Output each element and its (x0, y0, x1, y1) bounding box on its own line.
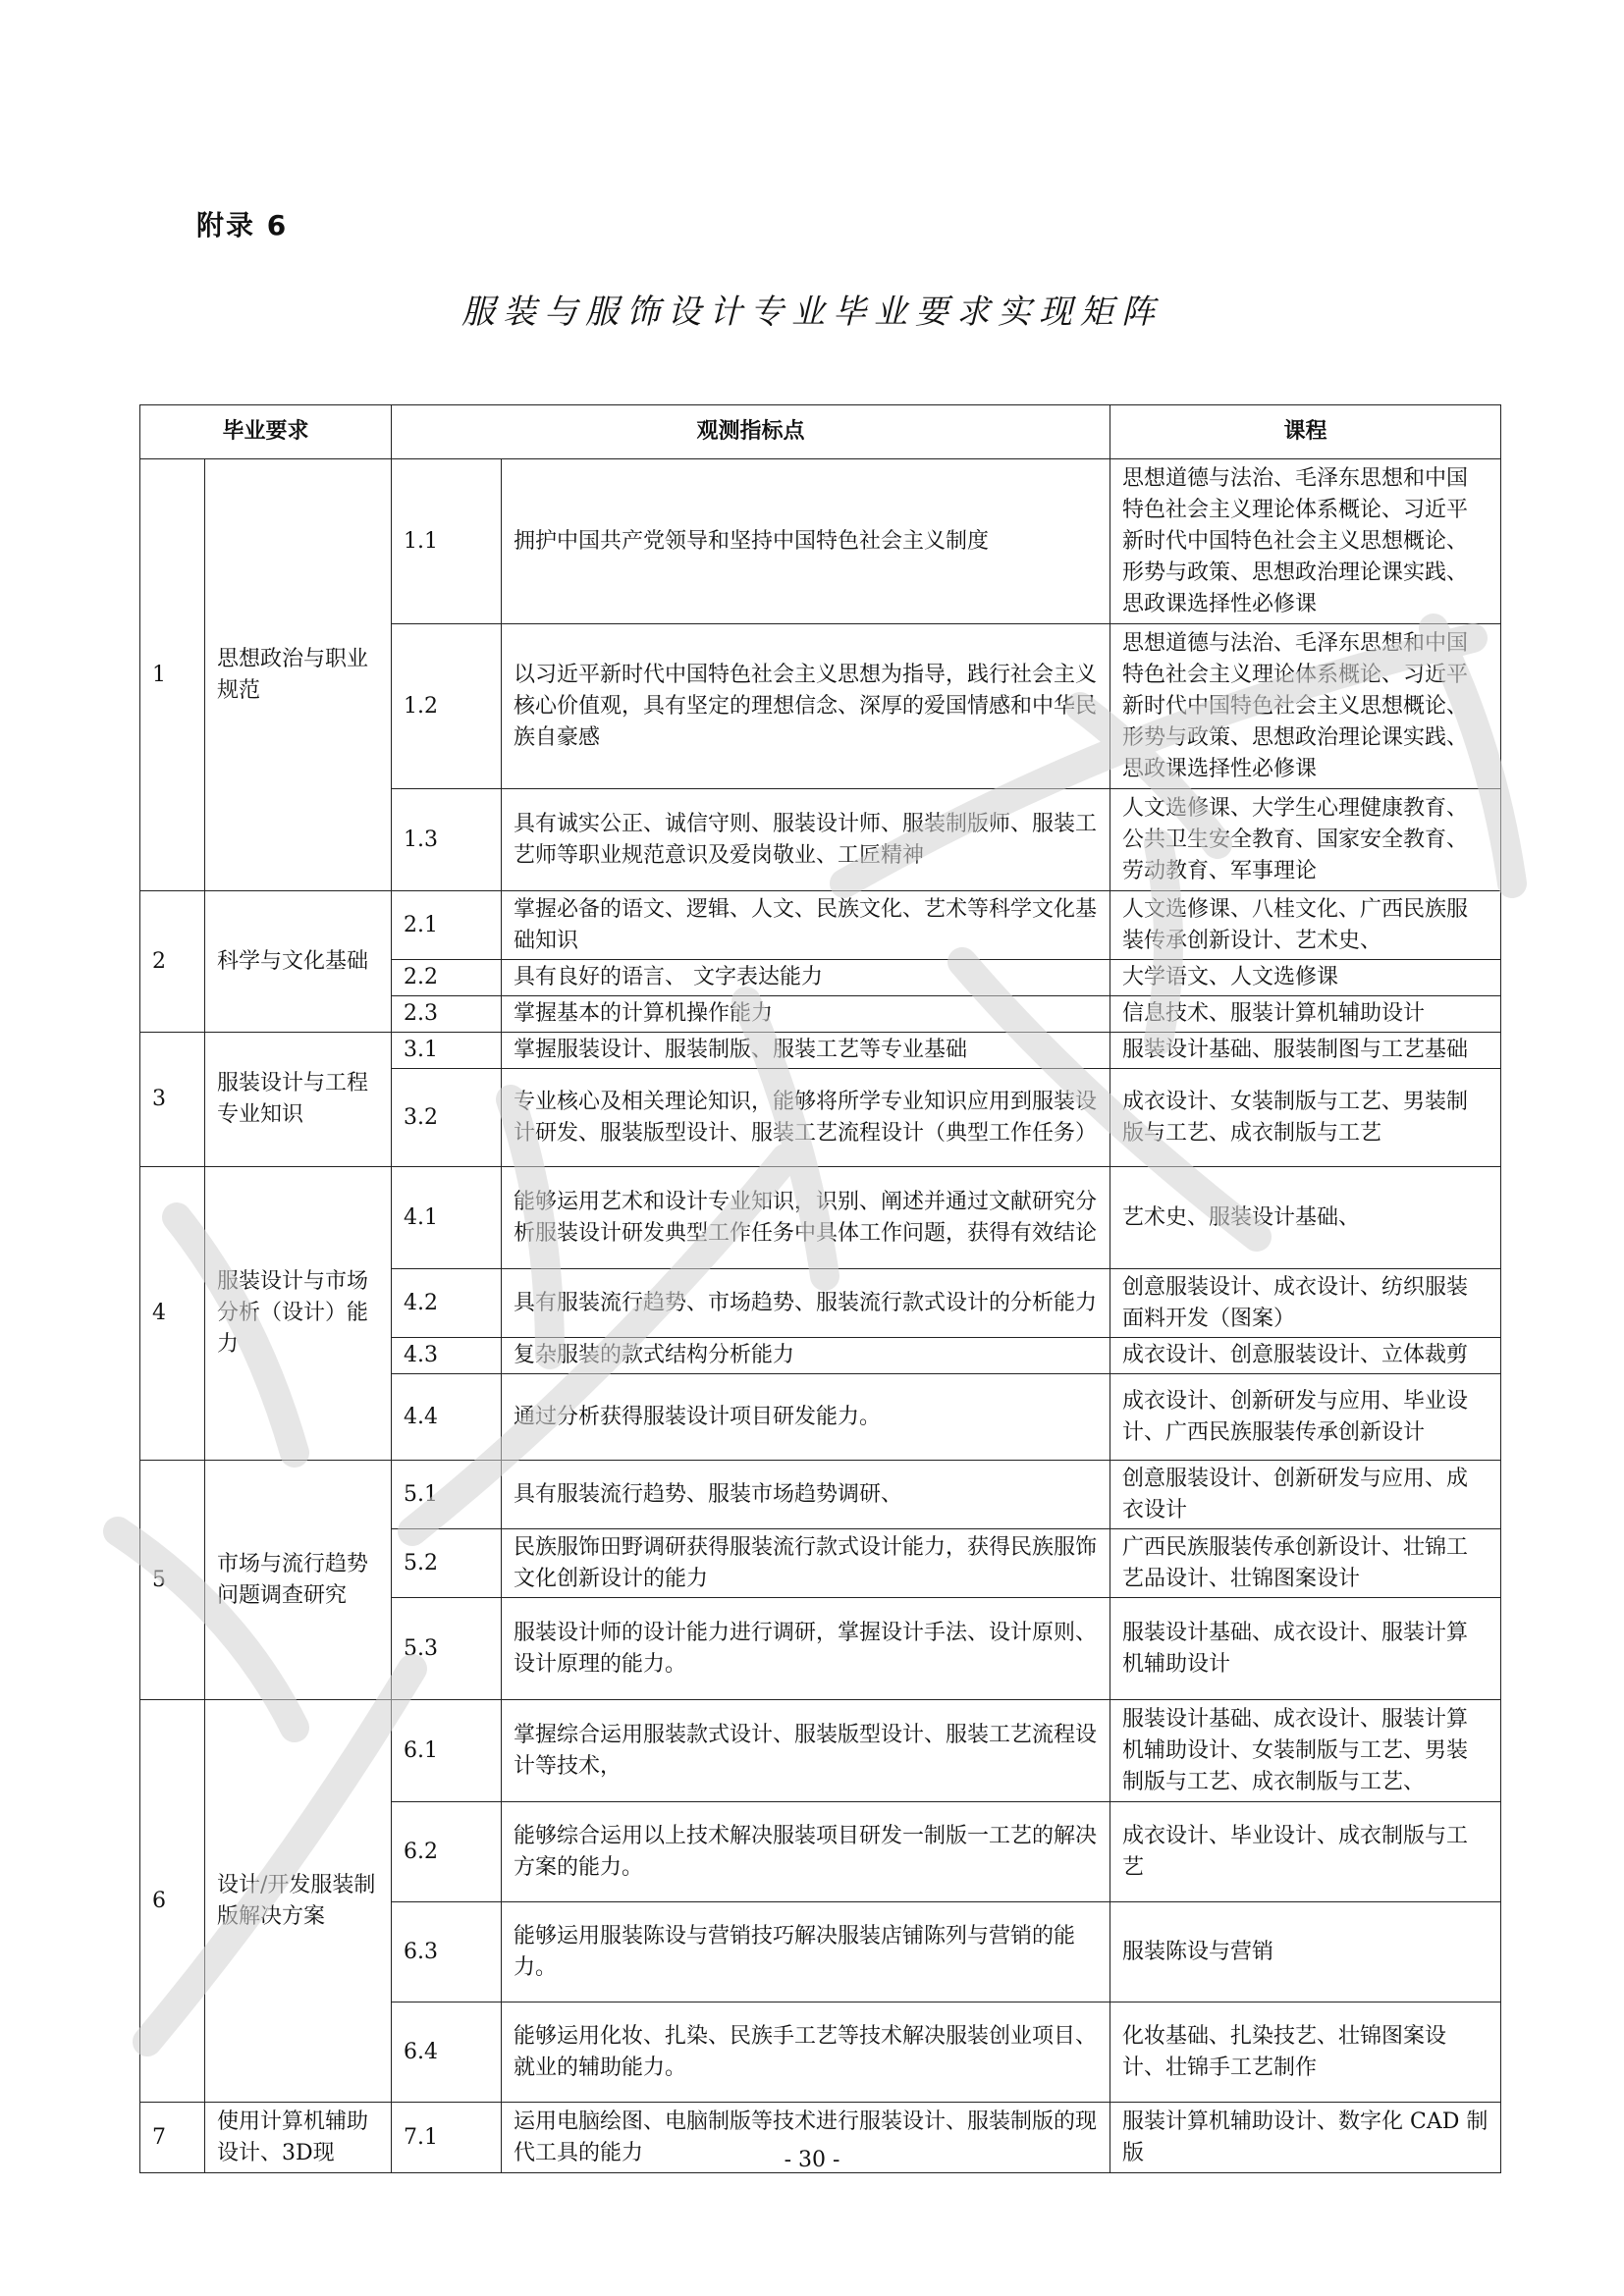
table-row (140, 1700, 1501, 1802)
indicator-text: 掌握服装设计、服装制版、服装工艺等专业基础 (502, 1033, 1110, 1069)
table-row (140, 1033, 1501, 1069)
requirement-number: 4 (140, 1167, 205, 1461)
header-courses: 课程 (1110, 405, 1501, 459)
indicator-courses: 广西民族服装传承创新设计、壮锦工艺品设计、壮锦图案设计 (1110, 1529, 1501, 1598)
indicator-code: 6.1 (392, 1700, 502, 1802)
indicator-courses: 大学语文、人文选修课 (1110, 960, 1501, 996)
indicator-courses: 艺术史、服装设计基础、 (1110, 1167, 1501, 1269)
page-number: - 30 - (784, 2148, 840, 2172)
indicator-text: 具有服装流行趋势、服装市场趋势调研、 (502, 1461, 1110, 1529)
indicator-courses: 思想道德与法治、毛泽东思想和中国特色社会主义理论体系概论、习近平新时代中国特色社会主义思想概论、形势与政策、思想政治理论课实践、思政课选择性必修课 (1110, 624, 1501, 789)
indicator-code: 6.2 (392, 1802, 502, 1902)
requirement-name: 思想政治与职业规范 (205, 459, 392, 891)
indicator-text: 服装设计师的设计能力进行调研，掌握设计手法、设计原则、设计原理的能力。 (502, 1598, 1110, 1700)
requirement-number: 1 (140, 459, 205, 891)
requirement-number: 3 (140, 1033, 205, 1167)
indicator-courses: 人文选修课、大学生心理健康教育、公共卫生安全教育、国家安全教育、劳动教育、军事理论 (1110, 789, 1501, 891)
indicator-code: 1.3 (392, 789, 502, 891)
indicator-courses: 思想道德与法治、毛泽东思想和中国特色社会主义理论体系概论、习近平新时代中国特色社会主义思想概论、形势与政策、思想政治理论课实践、思政课选择性必修课 (1110, 459, 1501, 624)
indicator-courses: 成衣设计、毕业设计、成衣制版与工艺 (1110, 1802, 1501, 1902)
indicator-text: 具有诚实公正、诚信守则、服装设计师、服装制版师、服装工艺师等职业规范意识及爱岗敬业、工匠精神 (502, 789, 1110, 891)
indicator-courses: 人文选修课、八桂文化、广西民族服装传承创新设计、艺术史、 (1110, 891, 1501, 960)
indicator-text: 掌握必备的语文、逻辑、人文、民族文化、艺术等科学文化基础知识 (502, 891, 1110, 960)
indicator-code: 4.1 (392, 1167, 502, 1269)
indicator-code: 1.1 (392, 459, 502, 624)
indicator-code: 3.2 (392, 1069, 502, 1167)
indicator-code: 4.4 (392, 1374, 502, 1461)
indicator-text: 能够运用化妆、扎染、民族手工艺等技术解决服装创业项目、就业的辅助能力。 (502, 2002, 1110, 2103)
indicator-text: 具有良好的语言、 文字表达能力 (502, 960, 1110, 996)
page-title: 服装与服饰设计专业毕业要求实现矩阵 (461, 293, 1163, 332)
indicator-courses: 创意服装设计、成衣设计、纺织服装面料开发（图案） (1110, 1269, 1501, 1338)
indicator-text: 通过分析获得服装设计项目研发能力。 (502, 1374, 1110, 1461)
indicator-text: 能够运用艺术和设计专业知识，识别、阐述并通过文献研究分析服装设计研发典型工作任务中具体工作问题，获得有效结论 (502, 1167, 1110, 1269)
indicator-code: 5.2 (392, 1529, 502, 1598)
indicator-text: 拥护中国共产党领导和坚持中国特色社会主义制度 (502, 459, 1110, 624)
indicator-code: 2.1 (392, 891, 502, 960)
indicator-text: 复杂服装的款式结构分析能力 (502, 1338, 1110, 1374)
indicator-courses: 化妆基础、扎染技艺、壮锦图案设计、壮锦手工艺制作 (1110, 2002, 1501, 2103)
requirement-number: 5 (140, 1461, 205, 1700)
indicator-courses: 服装陈设与营销 (1110, 1902, 1501, 2002)
indicator-text: 以习近平新时代中国特色社会主义思想为指导，践行社会主义核心价值观，具有坚定的理想信念、深厚的爱国情感和中华民族自豪感 (502, 624, 1110, 789)
indicator-courses: 成衣设计、创新研发与应用、毕业设计、广西民族服装传承创新设计 (1110, 1374, 1501, 1461)
requirement-name: 市场与流行趋势问题调查研究 (205, 1461, 392, 1700)
table-header-row (140, 405, 1501, 459)
header-requirement: 毕业要求 (140, 405, 392, 459)
indicator-code: 5.3 (392, 1598, 502, 1700)
indicator-courses: 信息技术、服装计算机辅助设计 (1110, 996, 1501, 1033)
indicator-courses: 创意服装设计、创新研发与应用、成衣设计 (1110, 1461, 1501, 1529)
requirement-number: 6 (140, 1700, 205, 2103)
indicator-code: 1.2 (392, 624, 502, 789)
indicator-text: 掌握基本的计算机操作能力 (502, 996, 1110, 1033)
indicator-code: 4.2 (392, 1269, 502, 1338)
table-row (140, 1461, 1501, 1529)
indicator-courses: 服装计算机辅助设计、数字化 CAD 制版 (1110, 2103, 1501, 2173)
graduation-requirements-matrix (139, 404, 1501, 2173)
table-row (140, 891, 1501, 960)
indicator-code: 7.1 (392, 2103, 502, 2173)
appendix-label: 附录 6 (196, 209, 289, 241)
indicator-code: 6.4 (392, 2002, 502, 2103)
indicator-text: 专业核心及相关理论知识，能够将所学专业知识应用到服装设计研发、服装版型设计、服装工艺流程设计（典型工作任务） (502, 1069, 1110, 1167)
indicator-courses: 成衣设计、创意服装设计、立体裁剪 (1110, 1338, 1501, 1374)
indicator-text: 能够运用服装陈设与营销技巧解决服装店铺陈列与营销的能力。 (502, 1902, 1110, 2002)
indicator-text: 运用电脑绘图、电脑制版等技术进行服装设计、服装制版的现代工具的能力 (502, 2103, 1110, 2173)
indicator-code: 3.1 (392, 1033, 502, 1069)
indicator-courses: 服装设计基础、成衣设计、服装计算机辅助设计 (1110, 1598, 1501, 1700)
indicator-courses: 成衣设计、女装制版与工艺、男装制版与工艺、成衣制版与工艺 (1110, 1069, 1501, 1167)
indicator-code: 4.3 (392, 1338, 502, 1374)
indicator-code: 2.3 (392, 996, 502, 1033)
requirement-name: 科学与文化基础 (205, 891, 392, 1033)
requirement-name: 设计/开发服装制版解决方案 (205, 1700, 392, 2103)
table-row (140, 459, 1501, 624)
indicator-code: 2.2 (392, 960, 502, 996)
indicator-courses: 服装设计基础、成衣设计、服装计算机辅助设计、女装制版与工艺、男装制版与工艺、成衣制版与工艺、 (1110, 1700, 1501, 1802)
indicator-text: 掌握综合运用服装款式设计、服装版型设计、服装工艺流程设计等技术， (502, 1700, 1110, 1802)
requirement-name: 使用计算机辅助设计、3D现 (205, 2103, 392, 2173)
indicator-text: 民族服饰田野调研获得服装流行款式设计能力，获得民族服饰文化创新设计的能力 (502, 1529, 1110, 1598)
indicator-code: 5.1 (392, 1461, 502, 1529)
indicator-courses: 服装设计基础、服装制图与工艺基础 (1110, 1033, 1501, 1069)
requirement-number: 2 (140, 891, 205, 1033)
header-indicator: 观测指标点 (392, 405, 1110, 459)
requirement-name: 服装设计与工程专业知识 (205, 1033, 392, 1167)
requirement-number: 7 (140, 2103, 205, 2173)
indicator-text: 具有服装流行趋势、市场趋势、服装流行款式设计的分析能力 (502, 1269, 1110, 1338)
indicator-text: 能够综合运用以上技术解决服装项目研发一制版一工艺的解决方案的能力。 (502, 1802, 1110, 1902)
table-row (140, 1167, 1501, 1269)
indicator-code: 6.3 (392, 1902, 502, 2002)
requirement-name: 服装设计与市场分析（设计）能力 (205, 1167, 392, 1461)
